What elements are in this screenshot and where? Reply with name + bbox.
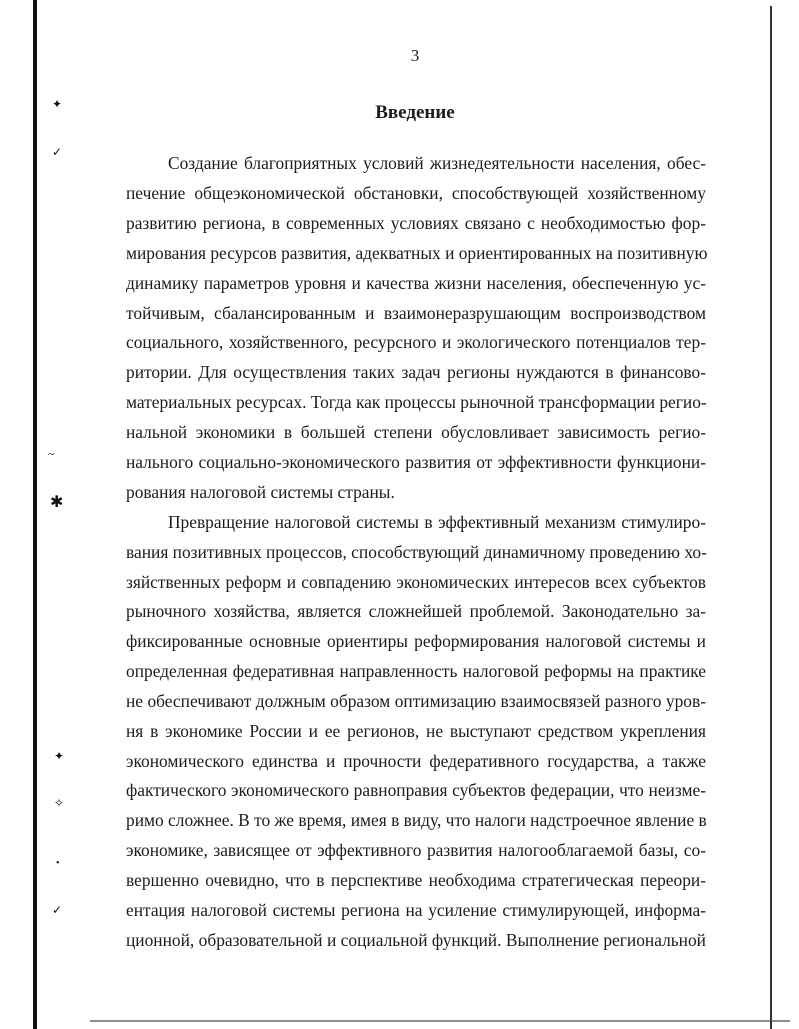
text-line: печение общеэкономической обстановки, способствующей хозяйственному <box>126 183 706 203</box>
text-line: рования налоговой системы страны. <box>126 482 395 502</box>
text-line: социального, хозяйственного, ресурсного и экологического потенциалов тер- <box>126 332 706 352</box>
text-line: зяйственных реформ и совпадению экономических интересов всех субъектов <box>126 572 706 592</box>
scan-edge-right <box>770 6 772 1029</box>
scan-speck: ✓ <box>52 145 63 159</box>
text-line: нальной экономики в большей степени обусловливает зависимость регио- <box>126 422 706 442</box>
text-line: ционной, образовательной и социальной функций. Выполнение региональной <box>126 930 706 950</box>
scan-speck: ✦ <box>54 749 65 763</box>
scan-speck: ✓ <box>52 903 63 917</box>
text-line: ня в экономике России и ее регионов, не выступают средством укрепления <box>126 721 706 741</box>
scan-speck: • <box>56 858 60 869</box>
scan-speck: ✦ <box>52 97 63 111</box>
text-line: экономике, зависящее от эффективного развития налогооблагаемой базы, со- <box>126 840 706 860</box>
text-line: динамику параметров уровня и качества жизни населения, обеспеченную ус- <box>126 273 706 293</box>
text-line: мирования ресурсов развития, адекватных и ориентированных на позитивную <box>126 243 708 263</box>
page-title: Введение <box>375 102 455 123</box>
text-line: фактического экономического равноправия субъектов федерации, что неизме- <box>126 780 706 800</box>
page-number: 3 <box>410 46 420 65</box>
text-line: тойчивым, сбалансированным и взаимонеразрушающим воспроизводством <box>126 303 706 323</box>
text-line: нального социально-экономического развития от эффективности функциони- <box>126 452 706 472</box>
text-line: определенная федеративная направленность налоговой реформы на практике <box>126 661 706 681</box>
scan-speck: ~ <box>48 447 55 461</box>
text-line: вершенно очевидно, что в перспективе необходима стратегическая переори- <box>126 870 706 890</box>
text-line: фиксированные основные ориентиры реформирования налоговой системы и <box>126 631 706 651</box>
text-line: римо сложнее. В то же время, имея в виду, что налоги надстроечное явление в <box>126 810 707 830</box>
text-line: развитию региона, в современных условиях связано с необходимостью фор- <box>126 213 706 233</box>
scan-speck: ✱ <box>50 494 64 511</box>
text-line: материальных ресурсах. Тогда как процессы рыночной трансформации регио- <box>126 392 707 412</box>
scan-speck: ✧ <box>54 796 65 810</box>
text-line: экономического единства и прочности федеративного государства, а также <box>126 751 706 771</box>
text-line: Создание благоприятных условий жизнедеятельности населения, обес- <box>168 153 706 173</box>
text-line: вания позитивных процессов, способствующий динамичному проведению хо- <box>126 542 707 562</box>
text-line: не обеспечивают должным образом оптимизацию взаимосвязей разного уров- <box>126 691 706 711</box>
text-line: Превращение налоговой системы в эффективный механизм стимулиро- <box>168 512 706 532</box>
scan-edge-bottom <box>90 1020 790 1022</box>
text-line: рыночного хозяйства, является сложнейшей проблемой. Законодательно за- <box>126 601 706 621</box>
text-line: ритории. Для осуществления таких задач регионы нуждаются в финансово- <box>126 362 706 382</box>
scan-edge-left <box>33 0 37 1029</box>
text-line: ентация налоговой системы региона на усиление стимулирующей, информа- <box>126 900 706 920</box>
